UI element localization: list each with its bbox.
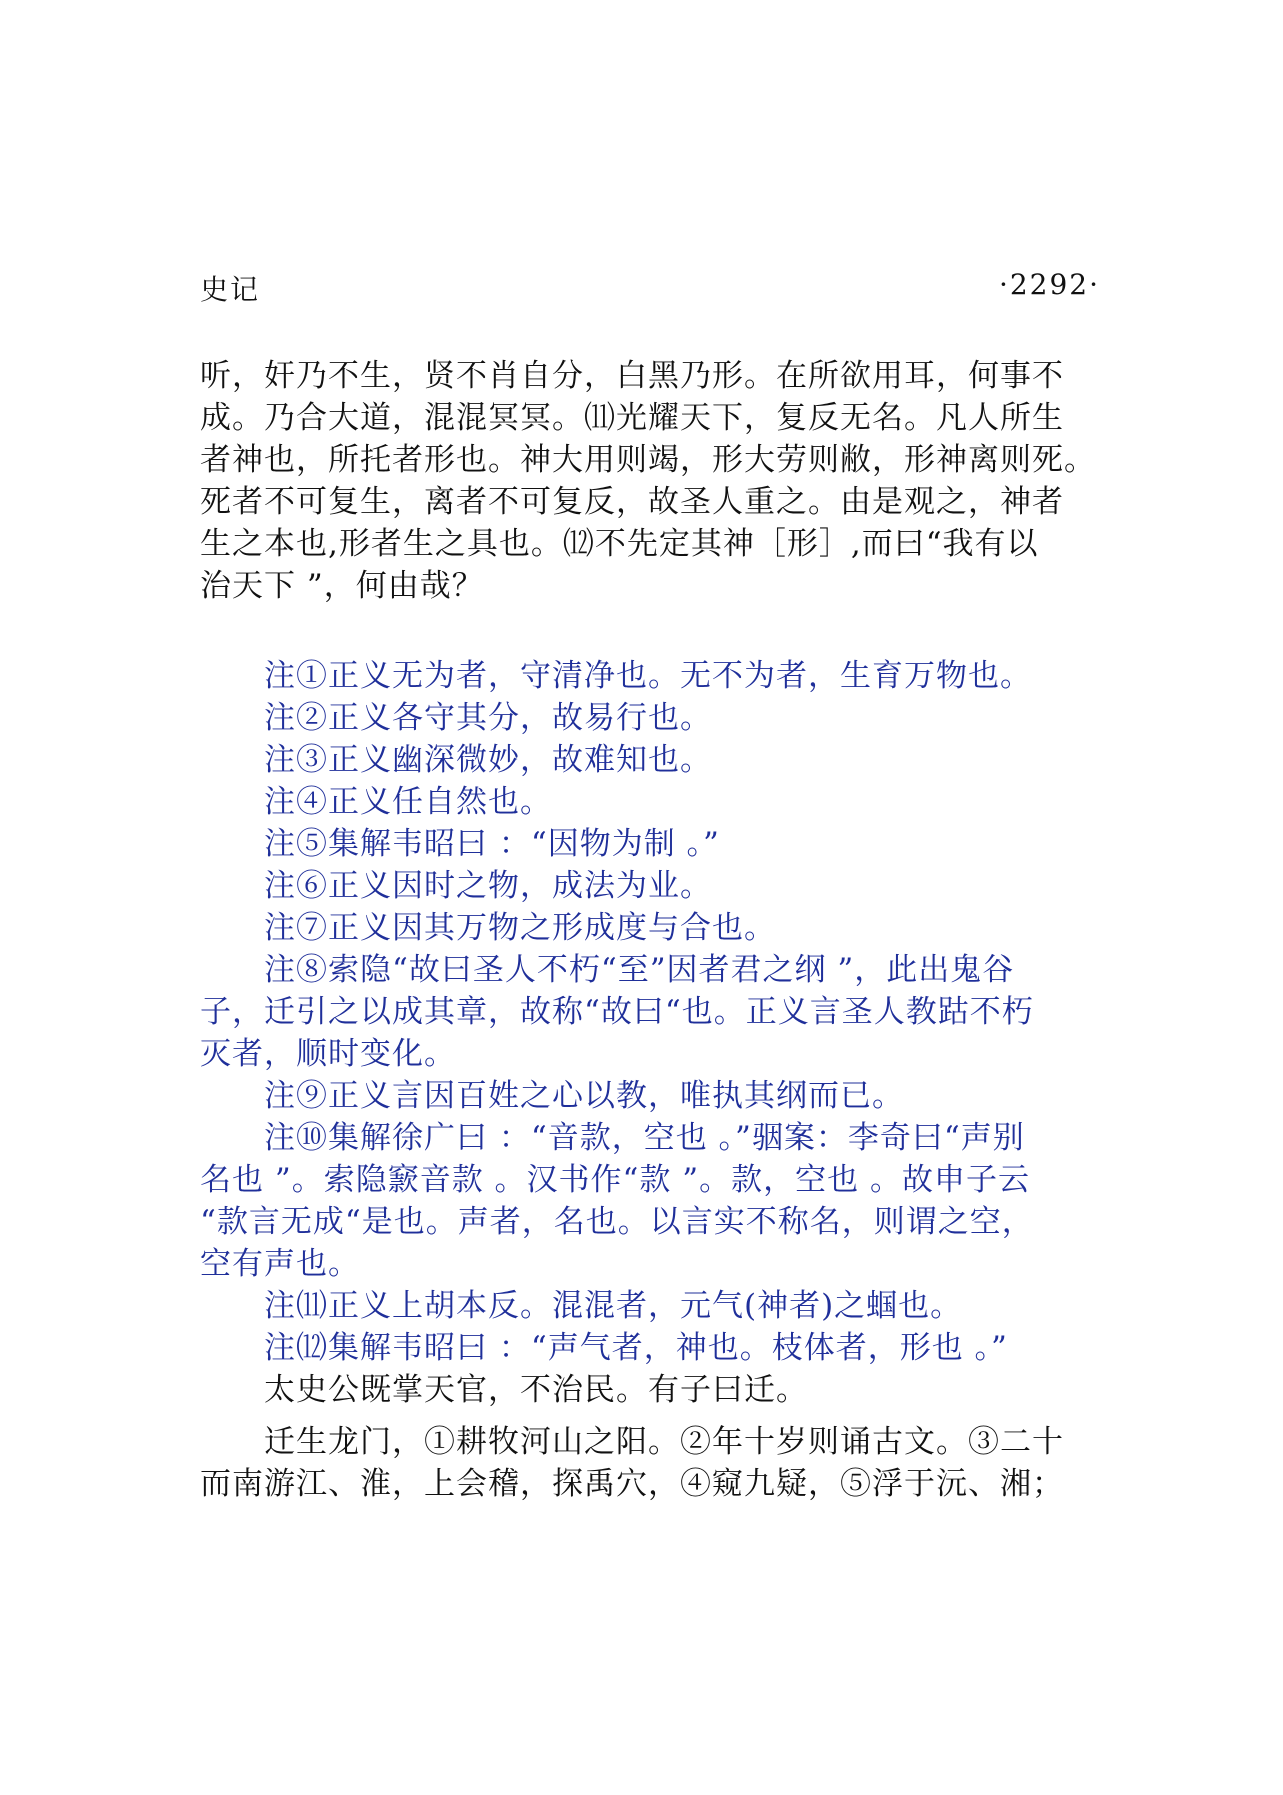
text-line: 而南游江、淮，上会稽，探禹穴，④窥九疑，⑤浮于沅、湘；	[200, 1466, 1064, 1502]
page-number: ·2292·	[998, 268, 1100, 301]
text-line: 太史公既掌天官，不治民。有子曰迁。	[264, 1372, 808, 1408]
annotation-line: 注⑩集解徐广曰 ：“音款，空也 。”骃案：李奇曰“声别	[264, 1120, 1025, 1156]
spacer-line	[200, 1411, 1100, 1421]
annotation-line: 注②正义各守其分，故易行也。	[264, 700, 712, 736]
annotation-line: 名也 ”。索隐窾音款 。汉书作“款 ”。款，空也 。故申子云	[200, 1162, 1030, 1198]
annotation-line: 注⑤集解韦昭曰 ：“因物为制 。”	[264, 826, 720, 862]
text-line: 者神也，所托者形也。神大用则竭，形大劳则敝，形神离则死。	[200, 442, 1096, 478]
annotation-line: 空有声也。	[200, 1246, 360, 1282]
annotation-line: 注⑥正义因时之物，成法为业。	[264, 868, 712, 904]
annotation-line: 注①正义无为者，守清净也。无不为者，生育万物也。	[264, 658, 1032, 694]
text-line: 成。乃合大道，混混冥冥。⑾光耀天下，复反无名。凡人所生	[200, 400, 1064, 436]
annotation-line: 灭者，顺时变化。	[200, 1036, 456, 1072]
annotation-line: 注⑿集解韦昭曰 ：“声气者，神也。枝体者，形也 。”	[264, 1330, 1008, 1366]
annotation-line: 注③正义幽深微妙，故难知也。	[264, 742, 712, 778]
annotation-line: 注⑧索隐“故曰圣人不朽“至”因者君之纲 ”，此出鬼谷	[264, 952, 1015, 988]
text-line: 听，奸乃不生，贤不肖自分，白黑乃形。在所欲用耳，何事不	[200, 358, 1064, 394]
text-line: 生之本也,形者生之具也。⑿不先定其神［形］,而曰“我有以	[200, 526, 1039, 562]
text-line: 迁生龙门，①耕牧河山之阳。②年十岁则诵古文。③二十	[264, 1424, 1064, 1460]
text-line: 治天下 ”，何由哉？	[200, 568, 484, 604]
page-header	[200, 268, 1100, 308]
annotation-line: “款言无成“是也。声者，名也。以言实不称名，则谓之空，	[200, 1204, 1034, 1240]
book-title: 史记	[200, 273, 261, 306]
annotation-line: 子，迁引之以成其章，故称“故曰“也。正义言圣人教跍不朽	[200, 994, 1034, 1030]
annotation-line: 注⑨正义言因百姓之心以教，唯执其纲而已。	[264, 1078, 904, 1114]
annotation-line: 注⑦正义因其万物之形成度与合也。	[264, 910, 776, 946]
annotation-line: 注⑾正义上胡本反。混混者，元气(神者)之蝈也。	[264, 1288, 963, 1324]
text-line: 死者不可复生，离者不可复反，故圣人重之。由是观之，神者	[200, 484, 1064, 520]
annotations	[200, 655, 1100, 1505]
main-text	[200, 355, 1100, 607]
annotation-line: 注④正义任自然也。	[264, 784, 552, 820]
